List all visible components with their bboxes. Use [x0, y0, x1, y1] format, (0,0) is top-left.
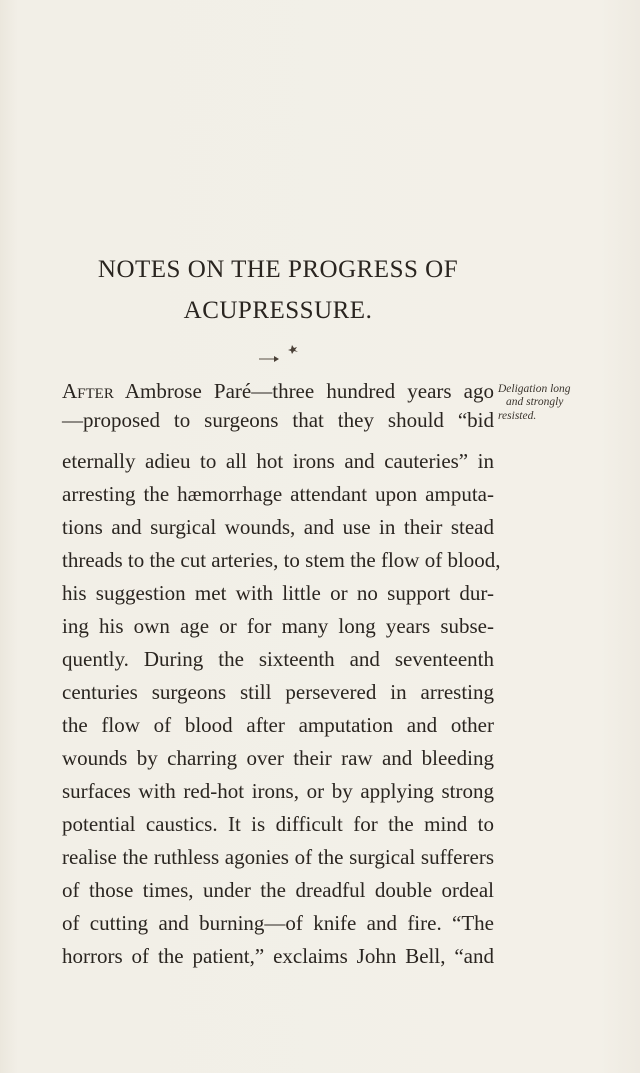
- paragraph-first-word: After: [62, 379, 114, 403]
- paragraph-line-11: the flow of blood after amputation and other: [62, 713, 494, 737]
- ornament-divider: [255, 342, 303, 366]
- paragraph-line-9: quently. During the sixteenth and seventeenth: [62, 647, 494, 671]
- margin-note-line-1: Deligation long: [498, 383, 571, 395]
- margin-note-line-2: and strongly: [506, 396, 564, 408]
- paragraph-line-4: arresting the hæmorrhage attendant upon amputa-: [62, 482, 494, 506]
- paragraph-line-6: threads to the cut arteries, to stem the flow of blood,: [62, 548, 501, 572]
- paragraph-line-1-text: Ambrose Paré—three hundred years ago: [124, 379, 494, 403]
- paragraph-line-7: his suggestion met with little or no support dur-: [62, 581, 494, 605]
- paragraph-line-1: [62, 378, 494, 404]
- paragraph-line-16: of those times, under the dreadful double ordeal: [62, 878, 494, 902]
- paragraph-line-3: eternally adieu to all hot irons and cauteries” in: [62, 449, 494, 473]
- paragraph-line-15: realise the ruthless agonies of the surgical sufferers: [62, 845, 494, 869]
- paragraph-line-17: of cutting and burning—of knife and fire. “The: [62, 911, 494, 935]
- paragraph-line-14: potential caustics. It is difficult for the mind to: [62, 812, 494, 836]
- paragraph-line-8: ing his own age or for many long years subse-: [62, 614, 494, 638]
- paragraph-line-5: tions and surgical wounds, and use in their stead: [62, 515, 494, 539]
- chapter-title-line-1: NOTES ON THE PROGRESS OF: [97, 256, 459, 283]
- paragraph-line-2: —proposed to surgeons that they should “bid: [62, 408, 494, 432]
- paragraph-line-10: centuries surgeons still persevered in arresting: [62, 680, 494, 704]
- margin-note-line-3: resisted.: [498, 410, 537, 422]
- paragraph-line-13: surfaces with red-hot irons, or by applying strong: [62, 779, 494, 803]
- paragraph-line-18: horrors of the patient,” exclaims John Bell, “and: [62, 944, 494, 968]
- paragraph-line-12: wounds by charring over their raw and bleeding: [62, 746, 494, 770]
- chapter-title-line-2: ACUPRESSURE.: [183, 297, 373, 324]
